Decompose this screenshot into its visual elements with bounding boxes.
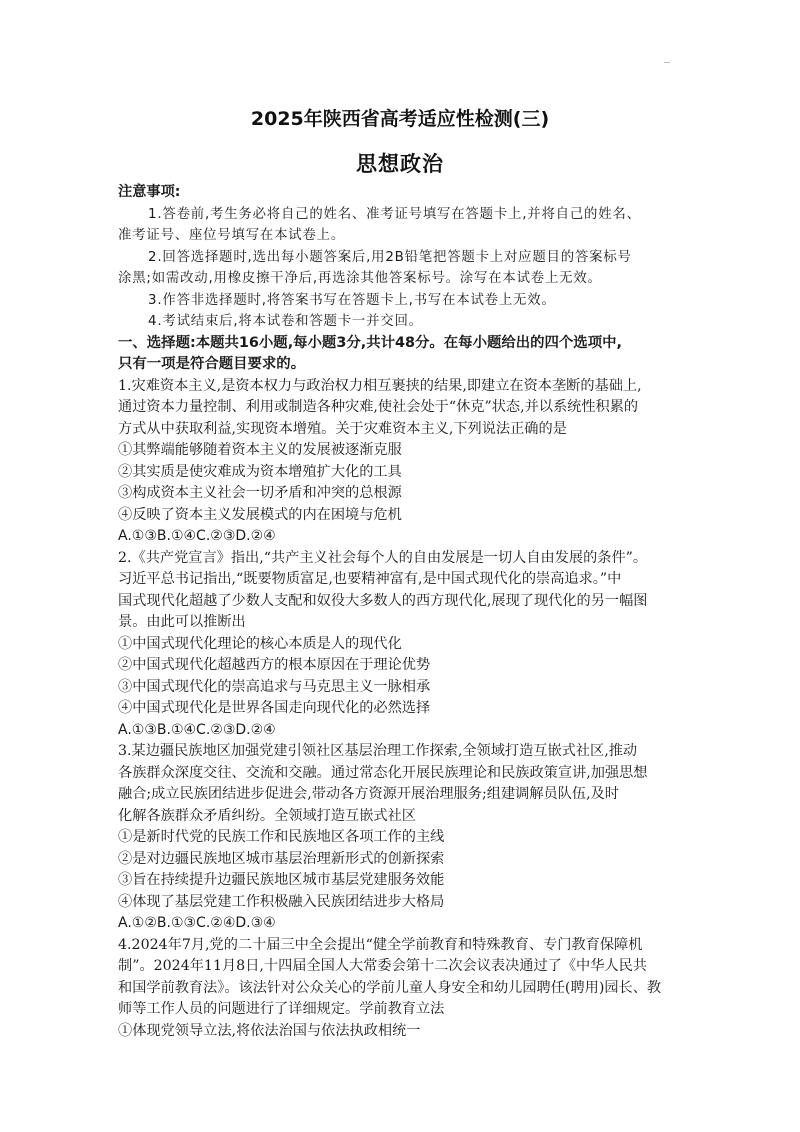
question-option: ②中国式现代化超越西方的根本原因在于理论优势 [118,657,431,673]
answer-choices: A.①②B.①③C.②④D.③④ [118,915,276,931]
notice-line: 3.作答非选择题时,将答案书写在答题卡上,书写在本试卷上无效。 [148,292,556,308]
question-option: ④体现了基层党建工作积极融入民族团结进步大格局 [118,893,445,910]
question-stem-line: 国式现代化超越了少数人支配和奴役大多数人的西方现代化,展现了现代化的另一幅图 [118,592,648,609]
question-stem-line: 景。由此可以推断出 [118,614,246,630]
notice-section [118,182,692,333]
question-stem-line: 方式从中获取利益,实现资本增殖。关于灾难资本主义,下列说法正确的是 [118,420,567,437]
question-option: ③旨在持续提升边疆民族地区城市基层党建服务效能 [118,872,445,888]
question-stem-line: 2.《共产党宣言》指出,“共产主义社会每个人的自由发展是一切人自由发展的条件”。 [118,549,648,566]
question-stem-line: 各族群众深度交往、交流和交融。通过常态化开展民族理论和民族政策宣讲,加强思想 [118,764,648,781]
question-option: ①体现党领导立法,将依法治国与依法执政相统一 [118,1022,421,1039]
question-2 [118,548,692,742]
question-stem-line: 师等工作人员的问题进行了详细规定。学前教育立法 [118,1001,445,1017]
scan-mark [664,62,670,63]
notice-line: 2.回答选择题时,选出每小题答案后,用2B铅笔把答题卡上对应题目的答案标号 [148,249,632,265]
notice-line: 1.答卷前,考生务必将自己的姓名、准考证号填写在答题卡上,并将自己的姓名、 [148,206,641,222]
notice-line: 涂黑;如需改动,用橡皮擦干净后,再选涂其他答案标号。涂写在本试卷上无效。 [118,271,602,286]
question-option: ④反映了资本主义发展模式的内在困境与危机 [118,506,402,523]
question-stem-line: 融合;成立民族团结进步促进会,带动各方资源开展治理服务;组建调解员队伍,及时 [118,786,619,802]
question-stem-line: 制”。2024年11月8日,十四届全国人大常委会第十二次会议表决通过了《中华人民共 [118,958,647,974]
answer-choices: A.①③B.①④C.②③D.②④ [118,721,276,738]
question-option: ①其弊端能够随着资本主义的发展被逐渐克服 [118,442,402,458]
question-option: ②是对边疆民族地区城市基层治理新形式的创新探索 [118,850,445,867]
notice-line: 4.考试结束后,将本试卷和答题卡一并交回。 [148,314,423,329]
question-stem-line: 通过资本力量控制、利用或制造各种灾难,使社会处于“休克”状态,并以系统性积累的 [118,399,639,415]
question-stem-line: 4.2024年7月,党的二十届三中全会提出“健全学前教育和特殊教育、专门教育保障机 [118,936,643,953]
question-1 [118,376,692,548]
question-option: ①是新时代党的民族工作和民族地区各项工作的主线 [118,829,445,845]
question-option: ③中国式现代化的崇高追求与马克思主义一脉相承 [118,678,431,695]
question-option: ①中国式现代化理论的核心本质是人的现代化 [118,635,402,652]
subject-title: 思想政治 [356,152,444,176]
exam-title: 2025年陕西省高考适应性检测(三) [250,108,550,130]
section-heading-line: 一、选择题:本题共16小题,每小题3分,共计48分。在每小题给出的四个选项中, [118,334,622,351]
question-stem-line: 习近平总书记指出,“既要物质富足,也要精神富有,是中国式现代化的崇高追求。”中 [118,571,622,587]
question-3 [118,741,692,935]
question-4 [118,935,692,1043]
question-option: ④中国式现代化是世界各国走向现代化的必然选择 [118,700,431,716]
exam-content [118,182,692,1042]
question-option: ③构成资本主义社会一切矛盾和冲突的总根源 [118,485,402,501]
section-heading-line: 只有一项是符合题目要求的。 [118,356,306,372]
question-option: ②其实质是使灾难成为资本增殖扩大化的工具 [118,463,402,480]
question-stem-line: 1.灾难资本主义,是资本权力与政治权力相互裹挟的结果,即建立在资本垄断的基础上, [118,377,642,394]
question-stem-line: 化解各族群众矛盾纠纷。全领域打造互嵌式社区 [118,807,416,824]
section-heading [118,333,692,376]
question-stem-line: 和国学前教育法》。该法针对公众关心的学前儿童人身安全和幼儿园聘任(聘用)园长、教 [118,979,662,996]
notice-heading: 注意事项: [118,184,181,200]
answer-choices: A.①③B.①④C.②③D.②④ [118,528,276,544]
notice-line: 准考证号、座位号填写在本试卷上。 [118,228,346,243]
question-stem-line: 3.某边疆民族地区加强党建引领社区基层治理工作探索,全领域打造互嵌式社区,推动 [118,743,638,759]
